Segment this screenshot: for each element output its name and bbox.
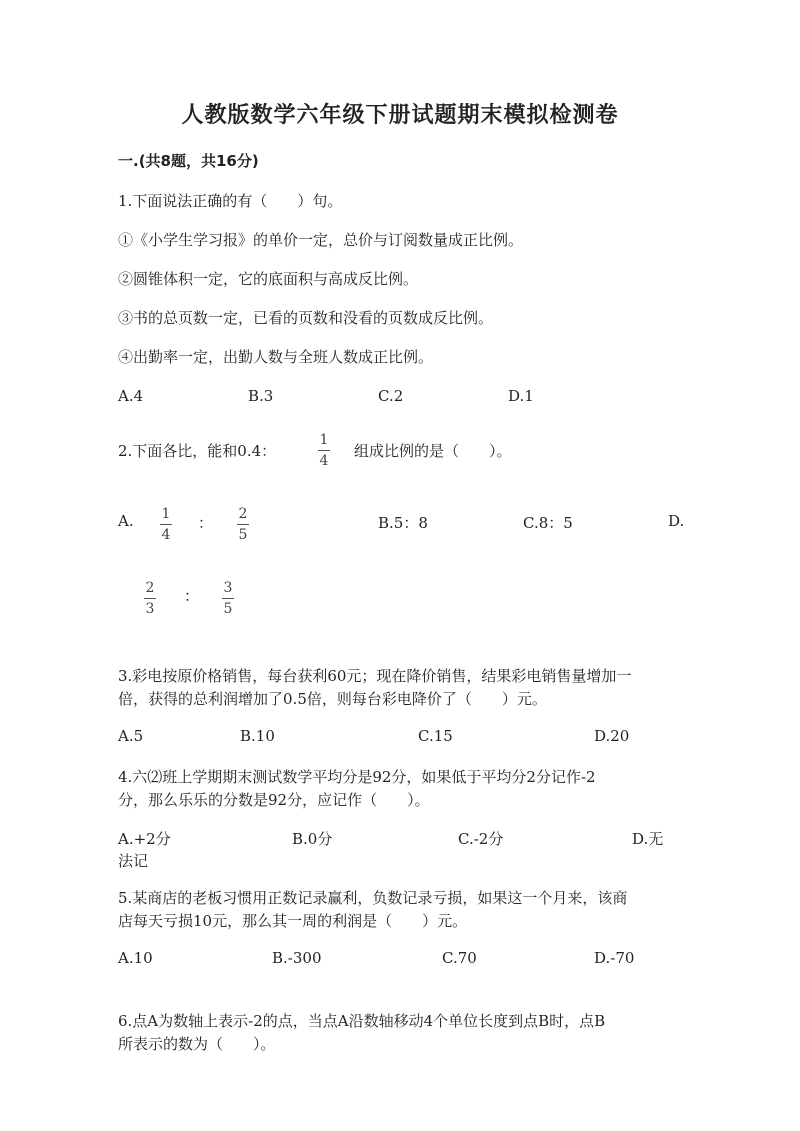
q4-stem-line-1: 4.六⑵班上学期期末测试数学平均分是92分，如果低于平均分2分记作-2	[118, 768, 596, 786]
q4-option-c: C.-2分	[458, 830, 504, 848]
numerator: 2	[145, 580, 155, 596]
denominator: 5	[238, 527, 248, 543]
q2-option-d-label: D.	[668, 512, 685, 530]
q2-option-d-fraction-2	[222, 580, 234, 617]
q1-statement: ①《小学生学习报》的单价一定，总价与订阅数量成正比例。	[118, 231, 524, 249]
q3-stem-line-1: 3.彩电按原价格销售，每台获利60元；现在降价销售，结果彩电销售量增加一	[118, 667, 632, 685]
q2-option-a-label: A.	[118, 512, 134, 530]
q1-option-a: A.4	[118, 387, 144, 405]
denominator: 5	[223, 601, 233, 617]
q2-stem-before: 2.下面各比，能和0.4：	[118, 442, 277, 460]
q1-stem: 1.下面说法正确的有（ ）句。	[118, 192, 343, 210]
q2-option-a-fraction-2	[237, 506, 249, 543]
q5-option-a: A.10	[118, 949, 153, 967]
q4-option-d-wrap: 法记	[118, 852, 149, 870]
q3-option-d: D.20	[594, 727, 630, 745]
fraction-bar	[318, 450, 330, 451]
q2-option-a-fraction-1	[160, 506, 172, 543]
ratio-colon: ：	[184, 587, 200, 605]
numerator: 1	[319, 432, 329, 448]
fraction-bar	[237, 524, 249, 525]
q2-stem-after: 组成比例的是（ ）。	[354, 442, 512, 460]
q6-stem-line-2: 所表示的数为（ ）。	[118, 1035, 276, 1053]
q1-statement: ④出勤率一定，出勤人数与全班人数成正比例。	[118, 348, 434, 366]
q3-option-c: C.15	[418, 727, 453, 745]
fraction-bar	[222, 598, 234, 599]
q6-stem-line-1: 6.点A为数轴上表示-2的点，当点A沿数轴移动4个单位长度到点B时，点B	[118, 1012, 606, 1030]
q2-stem-fraction	[318, 432, 330, 469]
section-heading: 一.(共8题，共16分)	[118, 152, 259, 170]
q5-option-b: B.-300	[272, 949, 322, 967]
q5-option-d: D.-70	[594, 949, 635, 967]
page-title: 人教版数学六年级下册试题期末模拟检测卷	[181, 103, 619, 128]
q1-option-d: D.1	[508, 387, 534, 405]
q1-option-c: C.2	[378, 387, 404, 405]
denominator: 3	[145, 601, 155, 617]
q3-stem-line-2: 倍，获得的总利润增加了0.5倍，则每台彩电降价了（ ）元。	[118, 690, 547, 708]
q4-option-d: D.无	[632, 830, 664, 848]
q1-statement: ③书的总页数一定，已看的页数和没看的页数成反比例。	[118, 309, 494, 327]
numerator: 3	[223, 580, 233, 596]
q2-option-b: B.5：8	[378, 514, 428, 532]
numerator: 2	[238, 506, 248, 522]
q1-statement: ②圆锥体积一定，它的底面积与高成反比例。	[118, 270, 419, 288]
numerator: 1	[161, 506, 171, 522]
q3-option-a: A.5	[118, 727, 144, 745]
denominator: 4	[161, 527, 171, 543]
q4-option-a: A.+2分	[118, 830, 171, 848]
q2-option-d-fraction-1	[144, 580, 156, 617]
denominator: 4	[319, 453, 329, 469]
q1-option-b: B.3	[248, 387, 274, 405]
fraction-bar	[160, 524, 172, 525]
q5-stem-line-1: 5.某商店的老板习惯用正数记录赢利，负数记录亏损，如果这一个月来，该商	[118, 889, 628, 907]
q4-option-b: B.0分	[292, 830, 333, 848]
q3-option-b: B.10	[240, 727, 275, 745]
q4-stem-line-2: 分，那么乐乐的分数是92分，应记作（ ）。	[118, 791, 430, 809]
q5-stem-line-2: 店每天亏损10元，那么其一周的利润是（ ）元。	[118, 912, 468, 930]
ratio-colon: ：	[198, 514, 214, 532]
q5-option-c: C.70	[442, 949, 477, 967]
q2-option-c: C.8：5	[523, 514, 573, 532]
fraction-bar	[144, 598, 156, 599]
